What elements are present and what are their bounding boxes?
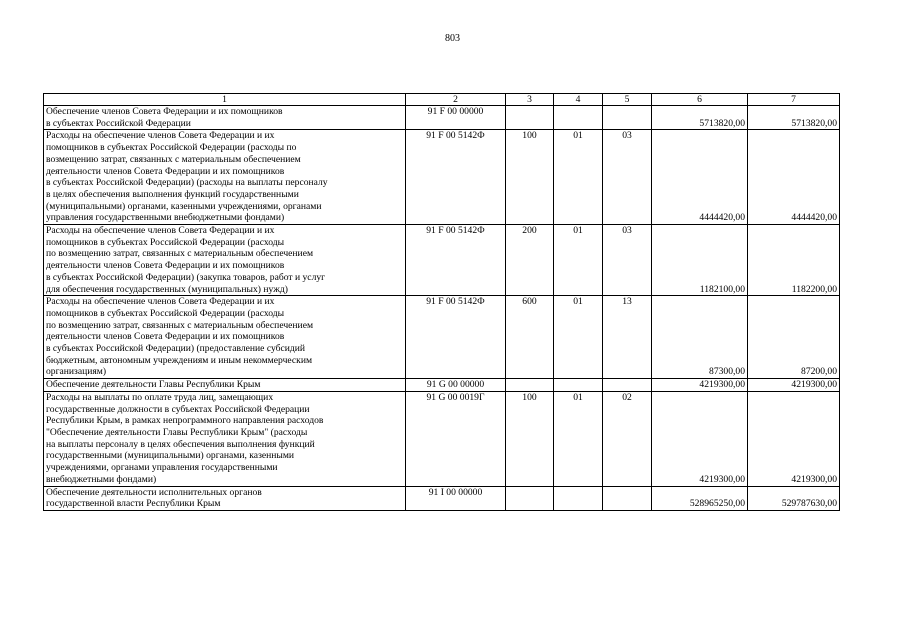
row-amount-6: 4219300,00 [652, 391, 748, 486]
table-row [44, 106, 840, 130]
row-amount-7: 5713820,00 [748, 106, 840, 130]
header-col-4: 4 [554, 94, 603, 106]
row-description: Расходы на выплаты по оплате труда лиц, замещающих государственные должности в субъектах Российской Федерации Республики Крым, в рамках непрограммного направления расходов "Обеспечение деятельности Главы Республики Крым" (расходы на выплаты персоналу в целях обеспечения выполнения функций государственными (муниципальными) органами, казенными учреждениями, органами управления государственными внебюджетными фондами) [44, 391, 406, 486]
header-col-3: 3 [506, 94, 554, 106]
row-section [554, 106, 603, 130]
page-number: 803 [445, 33, 460, 44]
row-expense-type: 100 [506, 130, 554, 225]
row-section [554, 486, 603, 510]
row-section: 01 [554, 296, 603, 379]
row-expense-type [506, 106, 554, 130]
row-subsection: 03 [603, 225, 652, 296]
row-description: Обеспечение членов Совета Федерации и их помощников в субъектах Российской Федерации [44, 106, 406, 130]
row-section: 01 [554, 130, 603, 225]
table-row [44, 296, 840, 379]
table-row [44, 379, 840, 392]
row-code: 91 G 00 0019Г [406, 391, 506, 486]
row-code: 91 F 00 5142Ф [406, 130, 506, 225]
header-col-2: 2 [406, 94, 506, 106]
row-amount-6: 5713820,00 [652, 106, 748, 130]
header-col-7: 7 [748, 94, 840, 106]
row-subsection [603, 486, 652, 510]
row-amount-7: 1182200,00 [748, 225, 840, 296]
row-code: 91 F 00 00000 [406, 106, 506, 130]
row-amount-6: 87300,00 [652, 296, 748, 379]
row-code: 91 F 00 5142Ф [406, 225, 506, 296]
table-row [44, 130, 840, 225]
row-amount-6: 4444420,00 [652, 130, 748, 225]
row-code: 91 I 00 00000 [406, 486, 506, 510]
row-section [554, 379, 603, 392]
row-amount-7: 529787630,00 [748, 486, 840, 510]
row-amount-7: 87200,00 [748, 296, 840, 379]
row-subsection: 03 [603, 130, 652, 225]
row-amount-7: 4219300,00 [748, 379, 840, 392]
row-section: 01 [554, 225, 603, 296]
row-description: Расходы на обеспечение членов Совета Федерации и их помощников в субъектах Российской Федерации (расходы по возмещению затрат, связанных с материальным обеспечением деятельности членов Совета Федерации и их помощников в субъектах Российской Федерации) (закупка товаров, работ и услуг для обеспечения государственных (муниципальных) нужд) [44, 225, 406, 296]
row-description: Расходы на обеспечение членов Совета Федерации и их помощников в субъектах Российской Федерации (расходы по возмещению затрат, связанных с материальным обеспечением деятельности членов Совета Федерации и их помощников в субъектах Российской Федерации) (расходы на выплаты персоналу в целях обеспечения выполнения функций государственными (муниципальными) органами, казенными учреждениями, органами управления государственными внебюджетными фондами) [44, 130, 406, 225]
row-section: 01 [554, 391, 603, 486]
row-description: Обеспечение деятельности исполнительных органов государственной власти Республики Крым [44, 486, 406, 510]
row-code: 91 F 00 5142Ф [406, 296, 506, 379]
header-col-5: 5 [603, 94, 652, 106]
row-subsection: 13 [603, 296, 652, 379]
row-expense-type [506, 486, 554, 510]
row-amount-7: 4219300,00 [748, 391, 840, 486]
row-description: Расходы на обеспечение членов Совета Федерации и их помощников в субъектах Российской Федерации (расходы по возмещению затрат, связанных с материальным обеспечением деятельности членов Совета Федерации и их помощников в субъектах Российской Федерации) (предоставление субсидий бюджетным, автономным учреждениям и иным некоммерческим организациям) [44, 296, 406, 379]
row-subsection: 02 [603, 391, 652, 486]
row-amount-6: 4219300,00 [652, 379, 748, 392]
row-expense-type [506, 379, 554, 392]
row-amount-6: 528965250,00 [652, 486, 748, 510]
budget-table [43, 93, 840, 511]
table-row [44, 391, 840, 486]
row-subsection [603, 106, 652, 130]
header-row [44, 94, 840, 106]
row-amount-7: 4444420,00 [748, 130, 840, 225]
row-expense-type: 100 [506, 391, 554, 486]
header-col-6: 6 [652, 94, 748, 106]
row-amount-6: 1182100,00 [652, 225, 748, 296]
table-row [44, 225, 840, 296]
header-col-1: 1 [44, 94, 406, 106]
row-description: Обеспечение деятельности Главы Республики Крым [44, 379, 406, 392]
row-code: 91 G 00 00000 [406, 379, 506, 392]
row-expense-type: 600 [506, 296, 554, 379]
row-subsection [603, 379, 652, 392]
row-expense-type: 200 [506, 225, 554, 296]
table-row [44, 486, 840, 510]
